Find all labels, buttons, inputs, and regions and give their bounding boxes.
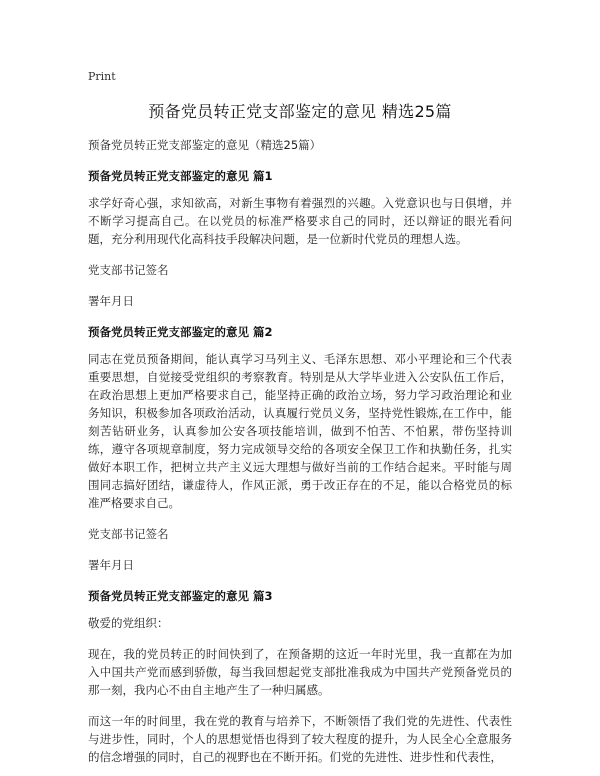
paragraph: 现在，我的党员转正的时间快到了，在预备期的这近一年时光里，我一直都在为加入中国共产党而感到骄傲，每当我回想起党支部批准我成为中国共产党预备党员的那一刻，我内心不由自主地产生了一种归属感。 xyxy=(88,647,512,697)
paragraph: 而这一年的时间里，我在党的教育与培养下，不断领悟了我们党的先进性、代表性与进步性，同时，个人的思想觉悟也得到了较大程度的提升，为人民全心全意服务的信念增强的同时，自己的视野也在不断开拓。们党的先进性、进步性和代表性， xyxy=(88,714,512,764)
section-heading: 预备党员转正党支部鉴定的意见 篇2 xyxy=(88,325,273,339)
date-line: 署年月日 xyxy=(88,558,134,572)
paragraph: 同志在党员预备期间，能认真学习马列主义、毛泽东思想、邓小平理论和三个代表重要思想，自觉接受党组织的考察教育。特别是从大学毕业进入公安队伍工作后，在政治思想上更加严格要求自己，能坚持正确的政治立场，努力学习政治理论和业务知识，积极参加各项政治活动，认真履行党员义务，坚持党性锻炼,在工作中，能刻苦钻研业务，认真参加公安各项技能培训，做到不怕苦、不怕累，带伤坚持训练，遵守各项规章制度，努力完成领导交给的各项安全保卫工作和执勤任务，扎实做好本职工作，把树立共产主义远大理想与做好当前的工作结合起来。平时能与周围同志搞好团结，谦虚待人，作风正派，勇于改正存在的不足，能以合格党员的标准严格要求自己。 xyxy=(88,352,512,510)
section-3 xyxy=(88,587,512,766)
salutation: 敬爱的党组织： xyxy=(88,616,169,630)
signature-line: 党支部书记签名 xyxy=(88,527,169,541)
date-line: 署年月日 xyxy=(88,294,134,308)
section-2 xyxy=(88,323,512,574)
section-heading: 预备党员转正党支部鉴定的意见 篇3 xyxy=(88,589,273,603)
signature-line: 党支部书记签名 xyxy=(88,263,169,277)
document-title: 预备党员转正党支部鉴定的意见 精选25篇 xyxy=(148,102,452,121)
paragraph: 求学好奇心强，求知欲高，对新生事物有着强烈的兴趣。入党意识也与日俱增，并不断学习提高自己。在以党员的标准严格要求自己的同时，还以辩证的眼光看问题，充分利用现代化高科技手段解决问题，是一位新时代党员的理想人选。 xyxy=(88,196,512,246)
section-heading: 预备党员转正党支部鉴定的意见 篇1 xyxy=(88,169,273,183)
section-1 xyxy=(88,167,512,310)
print-label: Print xyxy=(88,70,116,83)
document-subtitle: 预备党员转正党支部鉴定的意见（精选25篇） xyxy=(88,138,322,152)
